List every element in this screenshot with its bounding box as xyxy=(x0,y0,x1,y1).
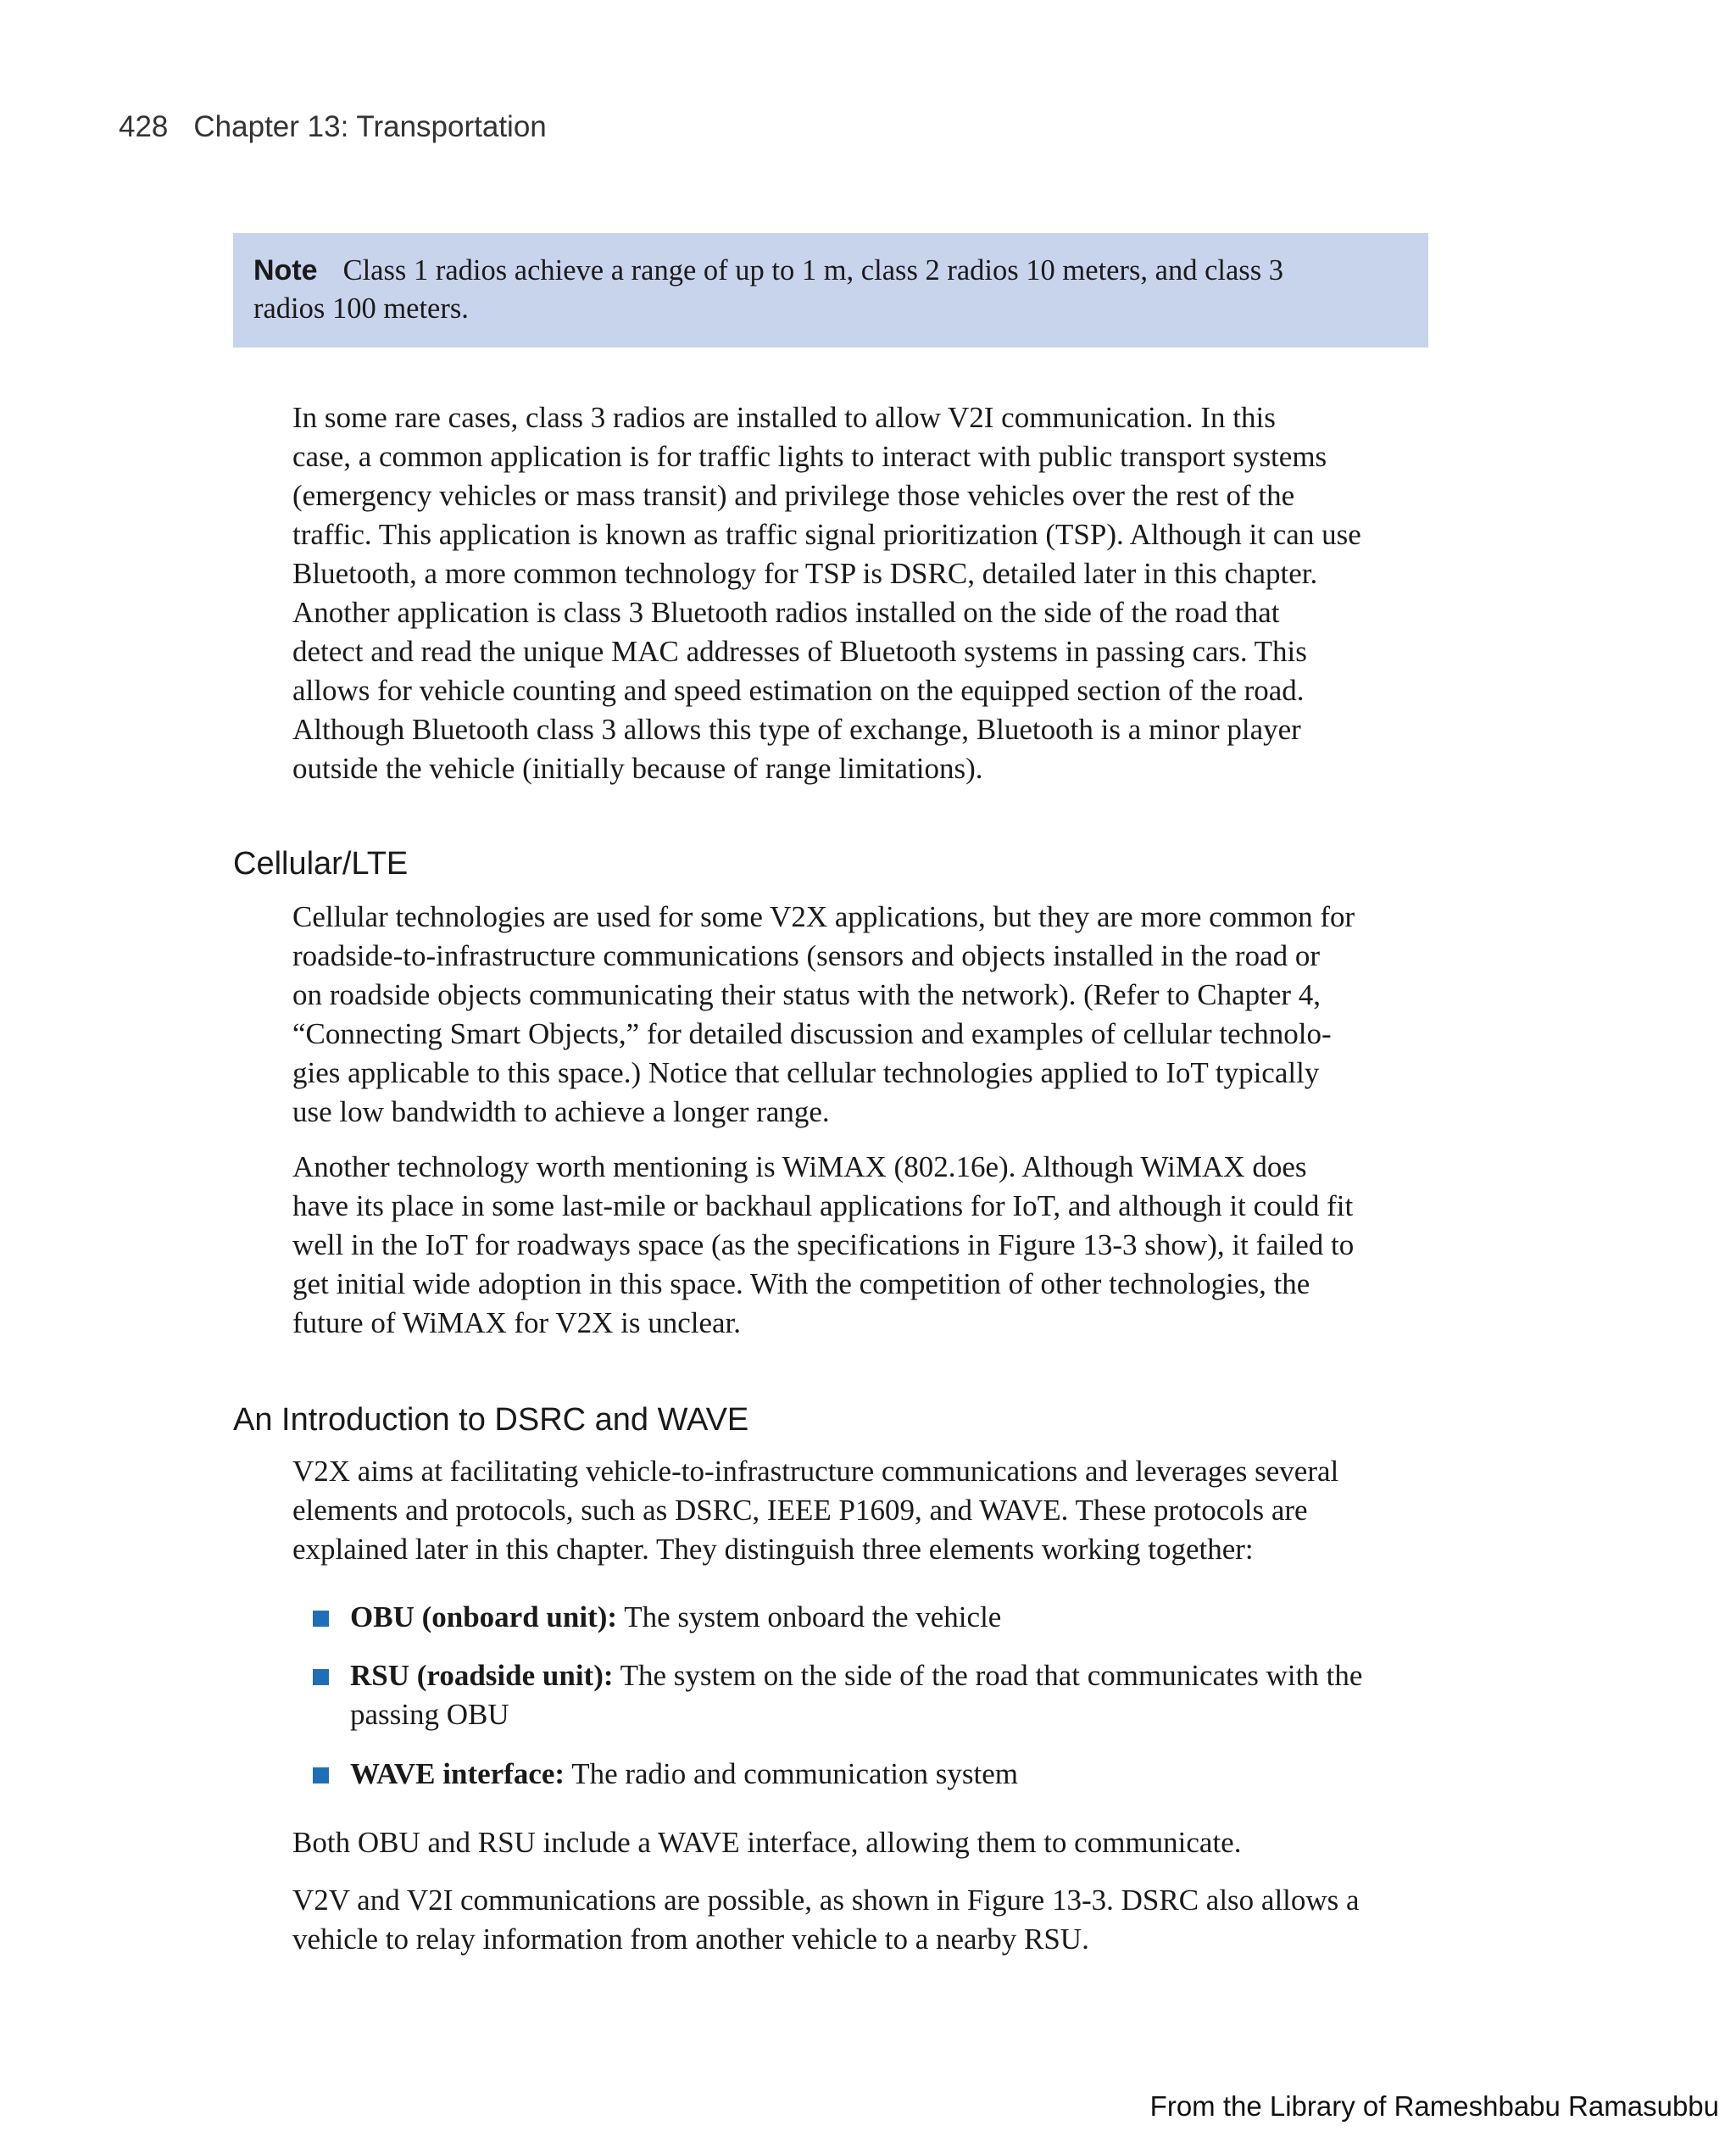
text-line: detect and read the unique MAC addresses of Bluetooth systems in passing cars. This xyxy=(292,635,1307,668)
text-line: outside the vehicle (initially because of range limitations). xyxy=(292,752,983,785)
note-label: Note xyxy=(253,254,318,287)
text-line: get initial wide adoption in this space. With the competition of other technologies, the xyxy=(292,1267,1310,1300)
paragraph xyxy=(292,898,1428,1132)
text-line xyxy=(350,1755,1428,1794)
text-line: vehicle to relay information from another vehicle to a nearby RSU. xyxy=(292,1923,1089,1956)
heading-cellular-lte: Cellular/LTE xyxy=(233,846,409,882)
bullet-term: RSU (roadside unit): xyxy=(350,1659,614,1692)
paragraph xyxy=(292,1823,1428,1862)
heading-dsrc-wave: An Introduction to DSRC and WAVE xyxy=(233,1402,749,1438)
list-item-obu xyxy=(292,1598,1428,1637)
bullet-text: The system on the side of the road that communicates with the xyxy=(620,1659,1363,1692)
note-line xyxy=(253,252,1408,290)
bullet-square-icon xyxy=(313,1669,329,1685)
text-line: on roadside objects communicating their status with the network). (Refer to Chapter 4, xyxy=(292,978,1321,1011)
paragraph xyxy=(292,1148,1428,1343)
paragraph-bluetooth-v2i xyxy=(292,398,1428,788)
paragraph xyxy=(292,398,1428,788)
bullet-text: The radio and communication system xyxy=(571,1757,1018,1790)
text-line: use low bandwidth to achieve a longer range. xyxy=(292,1095,830,1128)
text-line: roadside-to-infrastructure communications (sensors and objects installed in the road or xyxy=(292,939,1321,972)
text-line xyxy=(350,1656,1428,1695)
note-line: radios 100 meters. xyxy=(253,292,469,325)
text-line: V2X aims at facilitating vehicle-to-infrastructure communications and leverages several xyxy=(292,1455,1339,1488)
bullet-content xyxy=(350,1656,1428,1734)
bullet-square-icon xyxy=(313,1767,329,1784)
text-line: gies applicable to this space.) Notice that cellular technologies applied to IoT typically xyxy=(292,1056,1320,1089)
text-line: “Connecting Smart Objects,” for detailed discussion and examples of cellular technolo- xyxy=(292,1017,1332,1050)
page-number: 428 xyxy=(119,110,169,143)
text-line: passing OBU xyxy=(350,1698,509,1731)
text-line: Both OBU and RSU include a WAVE interface, allowing them to communicate. xyxy=(292,1826,1242,1859)
text-line: have its place in some last-mile or backhaul applications for IoT, and although it could fit xyxy=(292,1189,1354,1222)
text-line: Another technology worth mentioning is WiMAX (802.16e). Although WiMAX does xyxy=(292,1150,1307,1183)
chapter-title: Chapter 13: Transportation xyxy=(193,110,547,143)
note-box xyxy=(233,233,1428,348)
text-line: allows for vehicle counting and speed estimation on the equipped section of the road. xyxy=(292,674,1305,707)
text-line: In some rare cases, class 3 radios are installed to allow V2I communication. In this xyxy=(292,401,1276,434)
bullet-content xyxy=(350,1755,1428,1794)
text-line: Bluetooth, a more common technology for TSP is DSRC, detailed later in this chapter. xyxy=(292,557,1318,590)
text-line: traffic. This application is known as traffic signal prioritization (TSP). Although it can use xyxy=(292,518,1361,551)
text-line: V2V and V2I communications are possible, as shown in Figure 13-3. DSRC also allows a xyxy=(292,1884,1360,1917)
paragraph-cellular xyxy=(292,898,1428,1132)
note-text: Class 1 radios achieve a range of up to 1 m, class 2 radios 10 meters, and class 3 xyxy=(342,254,1284,287)
bullet-square-icon xyxy=(313,1611,329,1627)
list-item-wave xyxy=(292,1755,1428,1794)
text-line: Cellular technologies are used for some V2X applications, but they are more common for xyxy=(292,900,1355,933)
text-line: future of WiMAX for V2X is unclear. xyxy=(292,1306,741,1339)
text-line: Although Bluetooth class 3 allows this type of exchange, Bluetooth is a minor player xyxy=(292,713,1301,746)
paragraph xyxy=(292,1452,1428,1569)
paragraph xyxy=(292,1881,1428,1959)
list-item-rsu xyxy=(292,1656,1428,1734)
text-line: case, a common application is for traffic lights to interact with public transport systems xyxy=(292,440,1327,473)
bullet-content xyxy=(350,1598,1428,1637)
paragraph-v2v-v2i xyxy=(292,1881,1428,1959)
text-line: elements and protocols, such as DSRC, IEEE P1609, and WAVE. These protocols are xyxy=(292,1494,1308,1527)
text-line xyxy=(350,1598,1428,1637)
text-line: explained later in this chapter. They distinguish three elements working together: xyxy=(292,1533,1254,1566)
text-line: (emergency vehicles or mass transit) and privilege those vehicles over the rest of the xyxy=(292,479,1295,512)
bullet-term: WAVE interface: xyxy=(350,1757,565,1790)
library-credit: From the Library of Rameshbabu Ramasubbu xyxy=(1149,2090,1719,2122)
text-line: Another application is class 3 Bluetooth radios installed on the side of the road that xyxy=(292,596,1280,629)
bullet-term: OBU (onboard unit): xyxy=(350,1600,618,1633)
bullet-text: The system onboard the vehicle xyxy=(624,1600,1002,1633)
running-head xyxy=(119,110,547,144)
paragraph-v2x-intro xyxy=(292,1452,1428,1569)
paragraph-wimax xyxy=(292,1148,1428,1343)
paragraph-obu-rsu xyxy=(292,1823,1428,1862)
text-line: well in the IoT for roadways space (as the specifications in Figure 13-3 show), it failed to xyxy=(292,1228,1355,1261)
